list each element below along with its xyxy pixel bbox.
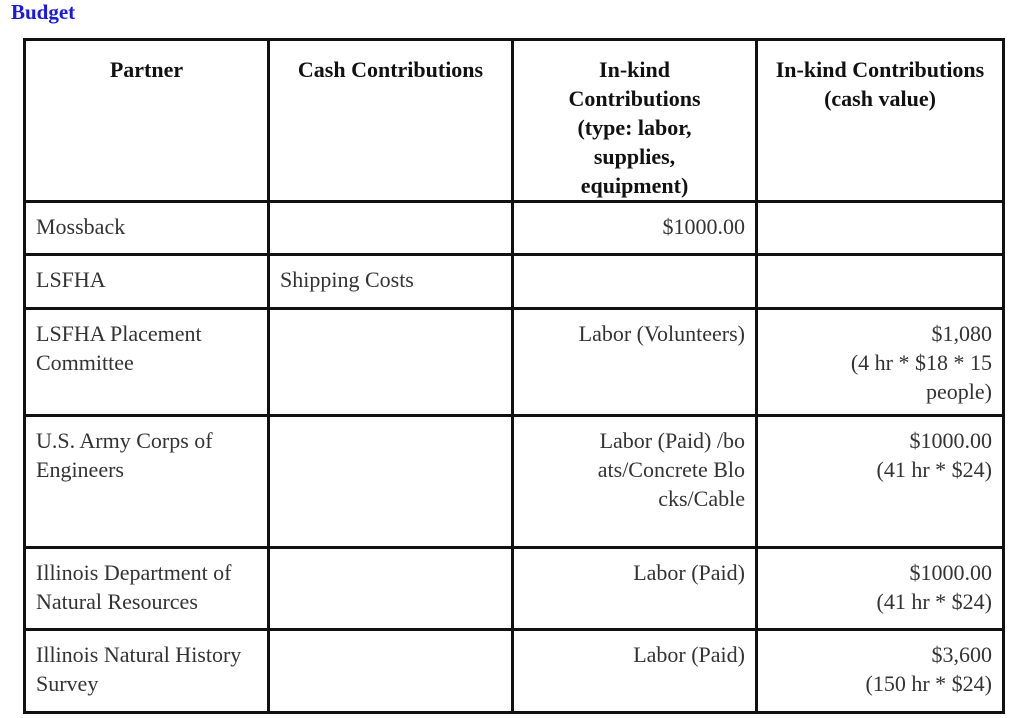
column-header-inkind-value-text: In-kind Contributions (cash value) [775,57,985,111]
inkind-type-cell: Labor (Paid) [513,630,757,713]
inkind-type-cell [513,255,757,309]
cash-cell [269,416,513,548]
inkind-type-cell: $1000.00 [513,202,757,255]
inkind-value-amount: $1,080 [931,321,992,346]
column-header-cash-contributions: Cash Contributions [269,40,513,202]
partner-cell: Illinois Natural History Survey [25,630,269,713]
inkind-type-text: Labor (Paid) /boats/Concrete Blocks/Cable [597,428,745,511]
inkind-value-cell [757,255,1004,309]
inkind-value-calculation: (150 hr * $24) [865,671,992,696]
partner-cell: U.S. Army Corps of Engineers [25,416,269,548]
inkind-value-calculation: (41 hr * $24) [876,457,992,482]
inkind-value-calculation: (4 hr * $18 * 15 people) [850,350,992,404]
cash-cell [269,548,513,630]
inkind-value-cell [757,630,1004,713]
budget-table [23,38,1005,714]
cash-cell [269,202,513,255]
column-header-inkind-value [757,40,1004,202]
column-header-inkind-type-text: In-kind Contributions (type: labor, supplies, equipment) [568,57,701,198]
inkind-value-amount: $1000.00 [909,560,992,585]
inkind-value-amount: $3,600 [931,642,992,667]
table-row [25,630,1004,713]
table-row [25,309,1004,416]
inkind-type-cell: Labor (Paid) [513,548,757,630]
section-heading: Budget [11,0,76,24]
cash-cell [269,630,513,713]
column-header-inkind-type [513,40,757,202]
table-row [25,548,1004,630]
table-header-row [25,40,1004,202]
inkind-value-cell [757,202,1004,255]
column-header-partner: Partner [25,40,269,202]
cash-cell: Shipping Costs [269,255,513,309]
table-row [25,416,1004,548]
inkind-value-cell [757,309,1004,416]
partner-cell: Illinois Department of Natural Resources [25,548,269,630]
inkind-value-cell [757,416,1004,548]
inkind-value-amount: $1000.00 [909,428,992,453]
partner-cell: LSFHA [25,255,269,309]
cash-cell [269,309,513,416]
table-row [25,202,1004,255]
partner-cell: LSFHA Placement Committee [25,309,269,416]
inkind-type-cell: Labor (Volunteers) [513,309,757,416]
inkind-value-cell [757,548,1004,630]
inkind-type-cell [513,416,757,548]
partner-cell: Mossback [25,202,269,255]
inkind-value-calculation: (41 hr * $24) [876,589,992,614]
table-row [25,255,1004,309]
